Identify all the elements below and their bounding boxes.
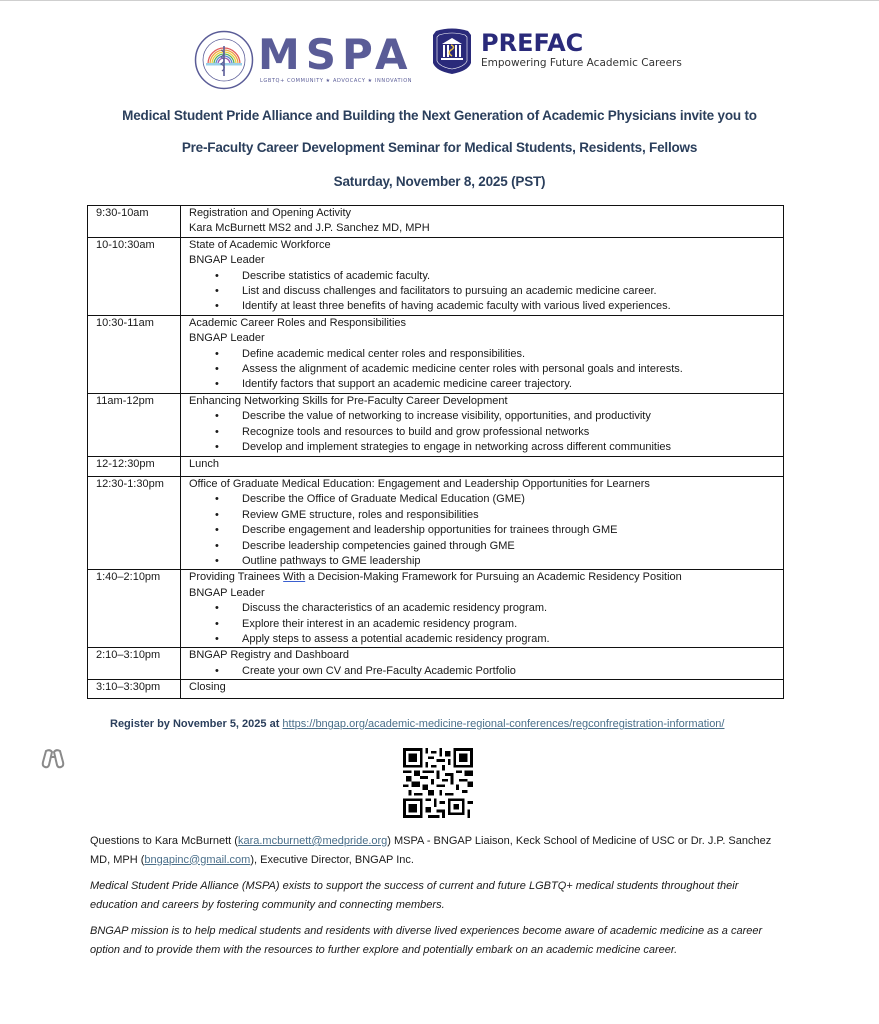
- mspa-mission: Medical Student Pride Alliance (MSPA) exists to support the success of current and future LGBTQ+ medical students throughout their education and careers by fostering community and connecting members.: [90, 880, 739, 911]
- email-link-bngap[interactable]: bngapinc@gmail.com: [144, 853, 251, 866]
- register-deadline: Register by November 5, 2025 at: [110, 718, 283, 730]
- agenda-time: 10:30-11am: [88, 315, 181, 393]
- agenda-row: [88, 456, 784, 476]
- agenda-table: [87, 205, 784, 699]
- agenda-time: 3:10–3:30pm: [88, 680, 181, 698]
- objectives-list: [189, 347, 777, 393]
- objective-item: • Describe statistics of academic faculty.: [242, 269, 777, 284]
- objective-item: • Describe the value of networking to increase visibility, opportunities, and productivity: [242, 409, 777, 424]
- registration-link[interactable]: https://bngap.org/academic-medicine-regional-conferences/regconfregistration-information/: [282, 718, 725, 730]
- objective-item: • Describe the Office of Graduate Medical Education (GME): [242, 492, 777, 507]
- session-title-part: a Decision-Making Framework for Pursuing an Academic Residency Position: [305, 571, 682, 584]
- invitation-heading: Medical Student Pride Alliance and Building the Next Generation of Academic Physicians invite you to: [122, 108, 757, 123]
- contact-text: ) MSPA - BNGAP Liaison, Keck School of Medicine of USC or Dr. J.P. Sanchez MD, MPH (: [90, 835, 772, 866]
- agenda-row: [88, 393, 784, 456]
- agenda-content: [181, 393, 784, 456]
- mspa-seal-icon: [194, 30, 254, 90]
- agenda-content: [181, 476, 784, 569]
- session-speaker: BNGAP Leader: [189, 586, 265, 599]
- objectives-list: [189, 492, 777, 569]
- agenda-content: [181, 680, 784, 698]
- agenda-time: 2:10–3:10pm: [88, 648, 181, 680]
- agenda-row: [88, 570, 784, 648]
- session-title: Academic Career Roles and Responsibilities: [189, 316, 407, 329]
- prefac-wordmark: PREFAC: [481, 29, 584, 57]
- contact-text: Questions to Kara McBurnett (: [90, 835, 238, 847]
- objective-item: • Assess the alignment of academic medicine center roles with personal goals and interests.: [242, 362, 777, 377]
- page-top-border: [0, 0, 879, 1]
- session-title: State of Academic Workforce: [189, 238, 331, 251]
- mspa-logo: [194, 30, 414, 92]
- session-title: Office of Graduate Medical Education: Engagement and Leadership Opportunities for Learners: [189, 477, 650, 490]
- agenda-row: [88, 680, 784, 698]
- agenda-content: [181, 206, 784, 238]
- objectives-list: [189, 409, 777, 455]
- objective-item: • Describe engagement and leadership opportunities for trainees through GME: [242, 523, 777, 538]
- objective-item: • Review GME structure, roles and responsibilities: [242, 508, 777, 523]
- session-title-part: Providing Trainees: [189, 571, 284, 584]
- agenda-time: 9:30-10am: [88, 206, 181, 238]
- objectives-list: [189, 269, 777, 315]
- copilot-icon[interactable]: [40, 748, 66, 770]
- session-speaker: Kara McBurnett MS2 and J.P. Sanchez MD, MPH: [189, 222, 430, 235]
- agenda-time: 12:30-1:30pm: [88, 476, 181, 569]
- session-title: Lunch: [189, 457, 219, 470]
- session-speaker: BNGAP Leader: [189, 332, 265, 345]
- session-title: [189, 570, 777, 585]
- seminar-title: Pre-Faculty Career Development Seminar for Medical Students, Residents, Fellows: [181, 140, 698, 155]
- agenda-row: [88, 648, 784, 680]
- spellcheck-underlined-word: With: [283, 571, 306, 584]
- objective-item: • Discuss the characteristics of an academic residency program.: [242, 601, 777, 616]
- contact-paragraph: [90, 832, 780, 869]
- session-title: Enhancing Networking Skills for Pre-Faculty Career Development: [189, 394, 508, 407]
- agenda-row: [88, 476, 784, 569]
- objective-item: • Describe leadership competencies gained through GME: [242, 539, 777, 554]
- agenda-row: [88, 315, 784, 393]
- objectives-list: [189, 601, 777, 647]
- seminar-date: Saturday, November 8, 2025 (PST): [333, 174, 546, 189]
- objective-item: • Explore their interest in an academic residency program.: [242, 617, 777, 632]
- objective-item: • Create your own CV and Pre-Faculty Academic Portfolio: [242, 664, 777, 679]
- mspa-tagline: LGBTQ+ COMMUNITY ★ ADVOCACY ★ INNOVATION: [260, 78, 413, 84]
- mspa-wordmark: MSPA: [258, 30, 414, 79]
- agenda-time: 10-10:30am: [88, 237, 181, 315]
- agenda-row: [88, 206, 784, 238]
- objective-item: • Develop and implement strategies to engage in networking across different communities: [242, 440, 777, 455]
- qr-code-icon: [403, 748, 473, 818]
- agenda-time: 12-12:30pm: [88, 456, 181, 476]
- agenda-content: [181, 648, 784, 680]
- objective-item: • List and discuss challenges and facilitators to pursuing an academic medicine career.: [242, 284, 777, 299]
- objective-item: • Identify at least three benefits of having academic faculty with various lived experiences.: [242, 299, 777, 314]
- contact-text: ), Executive Director, BNGAP Inc.: [250, 853, 414, 866]
- session-title: Closing: [189, 681, 226, 694]
- prefac-shield-icon: [430, 27, 474, 75]
- agenda-time: 1:40–2:10pm: [88, 570, 181, 648]
- agenda-content: [181, 456, 784, 476]
- bngap-mission: BNGAP mission is to help medical students and residents with diverse lived experiences become aware of academic medicine as a career option and to provide them with the resources to further explore and potentially embark on an academic medicine career.: [90, 925, 763, 956]
- prefac-logo: [430, 27, 680, 77]
- registration-line: [110, 718, 724, 730]
- agenda-time: 11am-12pm: [88, 393, 181, 456]
- objective-item: • Recognize tools and resources to build and grow professional networks: [242, 425, 777, 440]
- agenda-content: [181, 237, 784, 315]
- session-speaker: BNGAP Leader: [189, 254, 265, 267]
- objectives-list: [189, 664, 777, 679]
- objective-item: • Outline pathways to GME leadership: [242, 554, 777, 569]
- session-title: Registration and Opening Activity: [189, 207, 352, 219]
- agenda-content: [181, 570, 784, 648]
- session-title: BNGAP Registry and Dashboard: [189, 649, 349, 662]
- agenda-content: [181, 315, 784, 393]
- objective-item: • Apply steps to assess a potential academic residency program.: [242, 632, 777, 647]
- objective-item: • Define academic medical center roles and responsibilities.: [242, 347, 777, 362]
- prefac-tagline: Empowering Future Academic Careers: [481, 57, 682, 69]
- email-link-kara[interactable]: kara.mcburnett@medpride.org: [237, 835, 388, 847]
- agenda-row: [88, 237, 784, 315]
- objective-item: • Identify factors that support an academic medicine career trajectory.: [242, 377, 777, 392]
